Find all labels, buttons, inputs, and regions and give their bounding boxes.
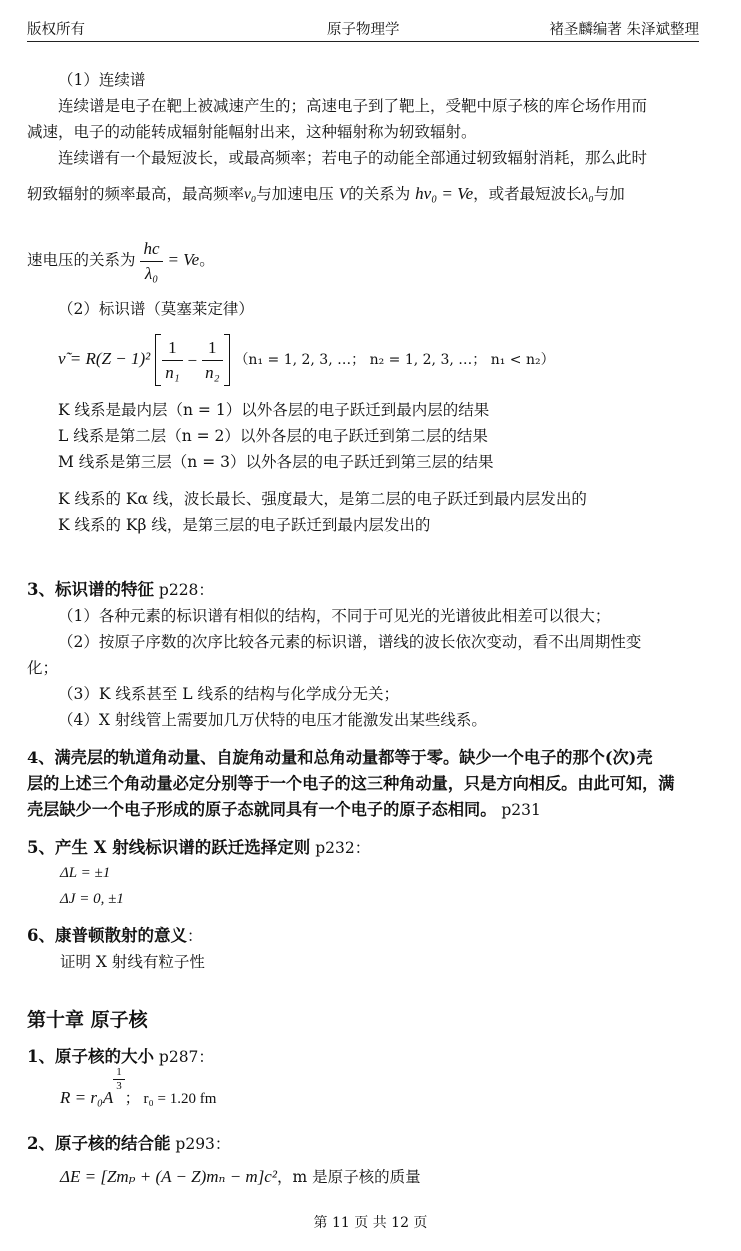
text-segment: 速电压的关系为 xyxy=(27,251,136,269)
ve-equation: = Ve xyxy=(167,250,200,269)
continuous-p2-line2 xyxy=(27,182,625,207)
fraction-1-over-n1 xyxy=(162,336,182,385)
selection-rule-J: ΔJ = 0, ±1 xyxy=(60,891,124,907)
continuous-p2-line1: 连续谱有一个最短波长，或最高频率；若电子的动能全部通过轫致辐射消耗，那么此时 xyxy=(58,149,648,167)
section-3-item-2-line2: 化； xyxy=(27,659,59,677)
binding-energy-note: ，m 是原子核的质量 xyxy=(276,1168,421,1186)
section-title-text: 6、康普顿散射的意义 xyxy=(27,926,187,945)
formula-lhs: ν̃ = R(Z − 1)² xyxy=(58,349,151,368)
section-title-text: 1、原子核的大小 xyxy=(27,1047,154,1066)
section-4-line1: 4、满壳层的轨道角动量、自旋角动量和总角动量都等于零。缺少一个电子的那个(次)壳 xyxy=(27,748,653,767)
fraction-numerator: 1 xyxy=(202,336,222,361)
right-bracket xyxy=(224,334,230,386)
r0-value: ； r₀ = 1.20 fm xyxy=(124,1091,217,1107)
text-segment: 轫致辐射的频率最高，最高频率 xyxy=(27,185,245,203)
fraction-denominator: n₁ xyxy=(165,363,180,382)
section-3-title xyxy=(27,578,214,602)
section-4-line3-text: 壳层缺少一个电子形成的原子态就同具有一个电子的原子态相同。 xyxy=(27,800,497,819)
section-5-title xyxy=(27,836,370,860)
section-3-item-3: （3）K 线系甚至 L 线系的结构与化学成分无关； xyxy=(58,685,400,703)
nuclear-radius-formula xyxy=(60,1066,217,1119)
binding-energy-equation: ΔE = [Zmₚ + (A − Z)mₙ − m]c² xyxy=(60,1167,277,1186)
page-ref: p228： xyxy=(153,581,214,599)
nu0-symbol: ν₀ xyxy=(244,186,257,203)
page-ref: p232： xyxy=(310,839,371,857)
section-3-item-2-line1: （2）按原子序数的次序比较各元素的标识谱，谱线的波长依次变动，看不出周期性变 xyxy=(58,633,642,651)
k-alpha-line: K 线系的 Kα 线，波长最长、强度最大，是第二层的电子跃迁到最内层发出的 xyxy=(58,490,587,508)
fraction-numerator: 1 xyxy=(113,1066,125,1080)
page-ref: p293： xyxy=(170,1135,231,1153)
section-3-item-1: （1）各种元素的标识谱有相似的结构，不同于可见光的光谱彼此相差可以很大； xyxy=(58,607,611,625)
exponent-fraction xyxy=(113,1066,125,1093)
binding-energy-formula xyxy=(60,1162,421,1192)
k-series-line: K 线系是最内层（n = 1）以外各层的电子跃迁到最内层的结果 xyxy=(58,401,490,419)
selection-rule-L: ΔL = ±1 xyxy=(60,865,111,881)
lambda0-symbol: λ₀ xyxy=(581,186,594,203)
minus-sign: − xyxy=(187,350,198,370)
continuous-p3 xyxy=(27,234,215,286)
ch10-section-2-title xyxy=(27,1132,230,1156)
text-segment: 。 xyxy=(199,251,215,269)
page-ref: p287： xyxy=(153,1048,214,1066)
fraction-1-over-n2 xyxy=(202,336,222,385)
header-center: 原子物理学 xyxy=(327,22,400,38)
section-title-text: 5、产生 X 射线标识谱的跃迁选择定则 xyxy=(27,838,311,857)
fraction-denominator: n₂ xyxy=(205,363,220,382)
fraction-denominator: λ₀ xyxy=(144,263,159,283)
continuous-heading: （1）连续谱 xyxy=(58,71,146,89)
radius-equation: R = r₀A xyxy=(60,1088,114,1107)
page-footer: 第 11 页 共 12 页 xyxy=(313,1215,428,1231)
continuous-p1-line1: 连续谱是电子在靶上被减速产生的；高速电子到了靶上，受靶中原子核的库仑场作用而 xyxy=(58,97,648,115)
l-series-line: L 线系是第二层（n = 2）以外各层的电子跃迁到第二层的结果 xyxy=(58,427,488,445)
moseley-formula xyxy=(58,333,555,385)
chapter-10-title: 第十章 原子核 xyxy=(27,1009,148,1031)
text-segment: ，或者最短波长 xyxy=(473,185,582,203)
colon: ： xyxy=(186,927,203,945)
fraction-numerator: hc xyxy=(140,237,162,262)
text-segment: 的关系为 xyxy=(348,185,411,203)
header-right: 褚圣麟编著 朱泽斌整理 xyxy=(549,22,699,38)
text-segment: 与加 xyxy=(593,185,625,203)
fraction-denominator: 3 xyxy=(116,1080,122,1092)
characteristic-heading: （2）标识谱（莫塞莱定律） xyxy=(58,300,254,318)
section-4-line3 xyxy=(27,798,541,822)
hc-over-lambda-fraction xyxy=(140,237,162,286)
section-6-body: 证明 X 射线有粒子性 xyxy=(60,953,205,971)
voltage-symbol: V xyxy=(338,186,349,203)
m-series-line: M 线系是第三层（n = 3）以外各层的电子跃迁到第三层的结果 xyxy=(58,453,494,471)
fraction-numerator: 1 xyxy=(162,336,182,361)
k-beta-line: K 线系的 Kβ 线，是第三层的电子跃迁到最内层发出的 xyxy=(58,516,431,534)
section-4-line2: 层的上述三个角动量必定分别等于一个电子的这三种角动量，只是方向相反。由此可知，满 xyxy=(27,774,675,793)
formula-conditions: （n₁ = 1, 2, 3, …； n₂ = 1, 2, 3, …； n₁ < n₂） xyxy=(234,352,555,368)
header-rule xyxy=(27,41,699,42)
page-ref: p231 xyxy=(501,801,541,819)
continuous-p1-line2: 减速，电子的动能转成辐射能幅射出来，这种辐射称为轫致辐射。 xyxy=(27,123,477,141)
header-left: 版权所有 xyxy=(27,22,85,38)
section-3-item-4: （4）X 射线管上需要加几万伏特的电压才能激发出某些线系。 xyxy=(58,711,487,729)
bracket-group xyxy=(155,334,229,387)
text-segment: 与加速电压 xyxy=(256,185,334,203)
page-header xyxy=(27,18,699,40)
photon-energy-equation: hν₀ = Ve xyxy=(415,184,474,203)
left-bracket xyxy=(155,334,161,386)
section-title-text: 3、标识谱的特征 xyxy=(27,580,154,599)
section-6-title xyxy=(27,924,203,948)
section-title-text: 2、原子核的结合能 xyxy=(27,1134,171,1153)
